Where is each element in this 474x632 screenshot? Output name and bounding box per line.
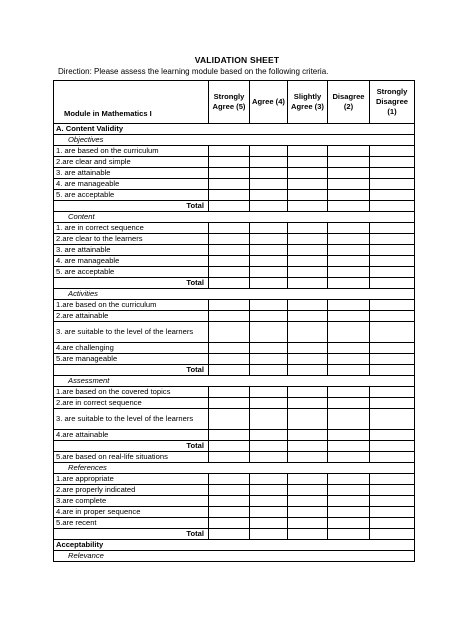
criteria-label: 1.are appropriate — [54, 474, 209, 485]
rating-cell[interactable] — [209, 245, 250, 256]
rating-cell[interactable] — [288, 354, 328, 365]
rating-cell[interactable] — [370, 441, 415, 452]
rating-cell[interactable] — [209, 146, 250, 157]
criteria-label: 5.are recent — [54, 518, 209, 529]
criteria-label: 3. are suitable to the level of the learners — [54, 409, 209, 430]
rating-cell[interactable] — [288, 343, 328, 354]
rating-cell[interactable] — [328, 398, 370, 409]
rating-cell[interactable] — [250, 365, 288, 376]
table-row — [54, 409, 415, 430]
table-row — [54, 190, 415, 201]
rating-cell[interactable] — [370, 322, 415, 343]
rating-cell[interactable] — [209, 300, 250, 311]
table-row — [54, 223, 415, 234]
rating-cell[interactable] — [370, 278, 415, 289]
rating-cell[interactable] — [250, 201, 288, 212]
rating-cell[interactable] — [288, 190, 328, 201]
rating-cell[interactable] — [328, 256, 370, 267]
criteria-label: 2.are attainable — [54, 311, 209, 322]
table-row — [54, 256, 415, 267]
table-row — [54, 551, 415, 562]
table-row — [54, 201, 415, 212]
rating-cell[interactable] — [250, 300, 288, 311]
criteria-label: 4.are in proper sequence — [54, 507, 209, 518]
rating-cell[interactable] — [250, 343, 288, 354]
column-header-disagree: Disagree (2) — [328, 81, 370, 124]
rating-cell[interactable] — [370, 365, 415, 376]
section-heading: Acceptability — [54, 540, 415, 551]
total-label: Total — [54, 201, 209, 212]
rating-cell[interactable] — [328, 322, 370, 343]
rating-cell[interactable] — [209, 311, 250, 322]
rating-cell[interactable] — [328, 234, 370, 245]
rating-cell[interactable] — [250, 223, 288, 234]
table-row — [54, 507, 415, 518]
rating-cell[interactable] — [288, 529, 328, 540]
rating-cell[interactable] — [209, 474, 250, 485]
rating-cell[interactable] — [328, 387, 370, 398]
column-header-strongly-agree: Strongly Agree (5) — [209, 81, 250, 124]
rating-cell[interactable] — [328, 311, 370, 322]
rating-cell[interactable] — [370, 267, 415, 278]
rating-cell[interactable] — [370, 311, 415, 322]
rating-cell[interactable] — [328, 430, 370, 441]
rating-cell[interactable] — [288, 387, 328, 398]
table-row — [54, 430, 415, 441]
criteria-label: 5.are manageable — [54, 354, 209, 365]
column-header-agree: Agree (4) — [250, 81, 288, 124]
rating-cell[interactable] — [328, 529, 370, 540]
table-row — [54, 267, 415, 278]
criteria-label: 5.are based on real-life situations — [54, 452, 209, 463]
rating-cell[interactable] — [250, 157, 288, 168]
rating-cell[interactable] — [370, 300, 415, 311]
rating-cell[interactable] — [288, 256, 328, 267]
rating-cell[interactable] — [209, 343, 250, 354]
subsection-heading: Assessment — [54, 376, 415, 387]
rating-cell[interactable] — [209, 354, 250, 365]
criteria-label: 4. are manageable — [54, 256, 209, 267]
rating-cell[interactable] — [328, 245, 370, 256]
rating-cell[interactable] — [328, 201, 370, 212]
rating-cell[interactable] — [328, 179, 370, 190]
criteria-label: 1.are based on the covered topics — [54, 387, 209, 398]
rating-cell[interactable] — [370, 223, 415, 234]
table-row — [54, 179, 415, 190]
criteria-label: 3.are complete — [54, 496, 209, 507]
rating-cell[interactable] — [288, 179, 328, 190]
rating-cell[interactable] — [328, 300, 370, 311]
rating-cell[interactable] — [370, 234, 415, 245]
table-row — [54, 212, 415, 223]
criteria-label: 5. are acceptable — [54, 267, 209, 278]
rating-cell[interactable] — [328, 157, 370, 168]
rating-cell[interactable] — [370, 354, 415, 365]
total-label: Total — [54, 278, 209, 289]
table-row — [54, 474, 415, 485]
rating-cell[interactable] — [288, 223, 328, 234]
rating-cell[interactable] — [370, 256, 415, 267]
rating-cell[interactable] — [288, 409, 328, 430]
rating-cell[interactable] — [209, 518, 250, 529]
rating-cell[interactable] — [209, 398, 250, 409]
rating-cell[interactable] — [288, 365, 328, 376]
rating-cell[interactable] — [370, 245, 415, 256]
table-row — [54, 311, 415, 322]
rating-cell[interactable] — [288, 311, 328, 322]
rating-cell[interactable] — [370, 343, 415, 354]
rating-cell[interactable] — [328, 223, 370, 234]
rating-cell[interactable] — [209, 409, 250, 430]
criteria-label: 2.are clear and simple — [54, 157, 209, 168]
rating-cell[interactable] — [288, 485, 328, 496]
rating-cell[interactable] — [288, 278, 328, 289]
table-row — [54, 398, 415, 409]
rating-cell[interactable] — [370, 518, 415, 529]
table-row — [54, 157, 415, 168]
table-row — [54, 496, 415, 507]
criteria-label: 1.are based on the curriculum — [54, 300, 209, 311]
rating-cell[interactable] — [328, 267, 370, 278]
rating-cell[interactable] — [250, 354, 288, 365]
rating-cell[interactable] — [370, 409, 415, 430]
rating-cell[interactable] — [250, 441, 288, 452]
criteria-label: 4.are attainable — [54, 430, 209, 441]
criteria-label: 1. are based on the curriculum — [54, 146, 209, 157]
table-row — [54, 289, 415, 300]
table-row — [54, 278, 415, 289]
rating-cell[interactable] — [328, 168, 370, 179]
rating-cell[interactable] — [250, 452, 288, 463]
direction-text: Direction: Please assess the learning module based on the following criteria. — [58, 67, 329, 76]
rating-cell[interactable] — [328, 190, 370, 201]
subsection-heading: Objectives — [54, 135, 415, 146]
column-header-slightly-agree: Slightly Agree (3) — [288, 81, 328, 124]
rating-cell[interactable] — [209, 278, 250, 289]
criteria-label: 3. are attainable — [54, 168, 209, 179]
table-row — [54, 135, 415, 146]
rating-cell[interactable] — [370, 168, 415, 179]
rating-cell[interactable] — [288, 201, 328, 212]
table-row — [54, 540, 415, 551]
rating-cell[interactable] — [370, 529, 415, 540]
rating-cell[interactable] — [328, 452, 370, 463]
rating-cell[interactable] — [209, 430, 250, 441]
criteria-label: 1. are in correct sequence — [54, 223, 209, 234]
table-row — [54, 168, 415, 179]
rating-cell[interactable] — [250, 518, 288, 529]
rating-cell[interactable] — [209, 365, 250, 376]
rating-cell[interactable] — [288, 157, 328, 168]
criteria-label: 5. are acceptable — [54, 190, 209, 201]
rating-cell[interactable] — [370, 190, 415, 201]
rating-cell[interactable] — [288, 234, 328, 245]
rating-cell[interactable] — [250, 387, 288, 398]
rating-cell[interactable] — [250, 267, 288, 278]
rating-cell[interactable] — [288, 267, 328, 278]
rating-cell[interactable] — [288, 452, 328, 463]
table-header-row — [54, 81, 415, 124]
rating-cell[interactable] — [209, 179, 250, 190]
criteria-label: 4.are challenging — [54, 343, 209, 354]
rating-cell[interactable] — [328, 496, 370, 507]
rating-cell[interactable] — [209, 256, 250, 267]
rating-cell[interactable] — [370, 179, 415, 190]
rating-cell[interactable] — [209, 223, 250, 234]
rating-cell[interactable] — [250, 398, 288, 409]
rating-cell[interactable] — [288, 398, 328, 409]
table-row — [54, 387, 415, 398]
column-header-strongly-disagree: Strongly Disagree (1) — [370, 81, 415, 124]
table-row — [54, 463, 415, 474]
rating-cell[interactable] — [328, 485, 370, 496]
page-title: VALIDATION SHEET — [194, 55, 280, 65]
subsection-heading: Content — [54, 212, 415, 223]
rating-cell[interactable] — [370, 496, 415, 507]
rating-cell[interactable] — [328, 409, 370, 430]
rating-cell[interactable] — [209, 267, 250, 278]
rating-cell[interactable] — [370, 146, 415, 157]
subsection-heading: Relevance — [54, 551, 415, 562]
rating-cell[interactable] — [328, 354, 370, 365]
rating-cell[interactable] — [209, 441, 250, 452]
table-row — [54, 354, 415, 365]
rating-cell[interactable] — [370, 157, 415, 168]
rating-cell[interactable] — [370, 452, 415, 463]
total-label: Total — [54, 529, 209, 540]
rating-cell[interactable] — [250, 146, 288, 157]
rating-cell[interactable] — [250, 311, 288, 322]
table-row — [54, 234, 415, 245]
rating-cell[interactable] — [288, 496, 328, 507]
rating-cell[interactable] — [250, 430, 288, 441]
table-row — [54, 322, 415, 343]
rating-cell[interactable] — [288, 168, 328, 179]
total-label: Total — [54, 365, 209, 376]
criteria-label: 3. are suitable to the level of the learners — [54, 322, 209, 343]
criteria-label: 2.are clear to the learners — [54, 234, 209, 245]
rating-cell[interactable] — [209, 322, 250, 343]
total-label: Total — [54, 441, 209, 452]
rating-cell[interactable] — [209, 190, 250, 201]
rating-cell[interactable] — [328, 507, 370, 518]
rating-cell[interactable] — [250, 507, 288, 518]
rating-cell[interactable] — [250, 256, 288, 267]
rating-cell[interactable] — [288, 474, 328, 485]
rating-cell[interactable] — [250, 234, 288, 245]
rating-cell[interactable] — [370, 507, 415, 518]
rating-cell[interactable] — [209, 234, 250, 245]
table-row — [54, 485, 415, 496]
rating-cell[interactable] — [328, 343, 370, 354]
criteria-label: 2.are properly indicated — [54, 485, 209, 496]
rating-cell[interactable] — [370, 474, 415, 485]
subsection-heading: References — [54, 463, 415, 474]
rating-cell[interactable] — [250, 245, 288, 256]
criteria-label: 4. are manageable — [54, 179, 209, 190]
table-row — [54, 343, 415, 354]
criteria-label: 3. are attainable — [54, 245, 209, 256]
rating-cell[interactable] — [288, 146, 328, 157]
section-heading: A. Content Validity — [54, 124, 415, 135]
rating-cell[interactable] — [370, 398, 415, 409]
rating-cell[interactable] — [250, 179, 288, 190]
rating-cell[interactable] — [250, 278, 288, 289]
rating-cell[interactable] — [250, 168, 288, 179]
rating-cell[interactable] — [209, 201, 250, 212]
rating-cell[interactable] — [250, 529, 288, 540]
rating-cell[interactable] — [288, 322, 328, 343]
rating-cell[interactable] — [288, 441, 328, 452]
rating-cell[interactable] — [328, 474, 370, 485]
table-row — [54, 518, 415, 529]
rating-cell[interactable] — [370, 430, 415, 441]
rating-cell[interactable] — [250, 496, 288, 507]
rating-cell[interactable] — [209, 452, 250, 463]
rating-cell[interactable] — [328, 441, 370, 452]
rating-cell[interactable] — [288, 300, 328, 311]
rating-cell[interactable] — [250, 474, 288, 485]
rating-cell[interactable] — [209, 507, 250, 518]
table-row — [54, 146, 415, 157]
rating-cell[interactable] — [328, 146, 370, 157]
table-row — [54, 529, 415, 540]
rating-cell[interactable] — [328, 365, 370, 376]
rating-cell[interactable] — [288, 245, 328, 256]
table-row — [54, 441, 415, 452]
rating-cell[interactable] — [328, 518, 370, 529]
rating-cell[interactable] — [288, 507, 328, 518]
table-body — [54, 124, 415, 562]
rating-cell[interactable] — [209, 529, 250, 540]
module-header: Module in Mathematics I — [54, 81, 209, 124]
rating-cell[interactable] — [370, 485, 415, 496]
table-row — [54, 452, 415, 463]
rating-cell[interactable] — [250, 485, 288, 496]
rating-cell[interactable] — [250, 190, 288, 201]
rating-cell[interactable] — [209, 496, 250, 507]
rating-cell[interactable] — [370, 387, 415, 398]
table-row — [54, 124, 415, 135]
rating-cell[interactable] — [250, 409, 288, 430]
rating-cell[interactable] — [209, 157, 250, 168]
rating-cell[interactable] — [370, 201, 415, 212]
rating-cell[interactable] — [288, 430, 328, 441]
rating-cell[interactable] — [209, 168, 250, 179]
table-row — [54, 365, 415, 376]
rating-cell[interactable] — [209, 387, 250, 398]
table-row — [54, 300, 415, 311]
subsection-heading: Activities — [54, 289, 415, 300]
rating-cell[interactable] — [328, 278, 370, 289]
rating-cell[interactable] — [250, 322, 288, 343]
rating-cell[interactable] — [209, 485, 250, 496]
validation-table — [53, 80, 415, 562]
table-row — [54, 245, 415, 256]
rating-cell[interactable] — [288, 518, 328, 529]
table-row — [54, 376, 415, 387]
criteria-label: 2.are in correct sequence — [54, 398, 209, 409]
